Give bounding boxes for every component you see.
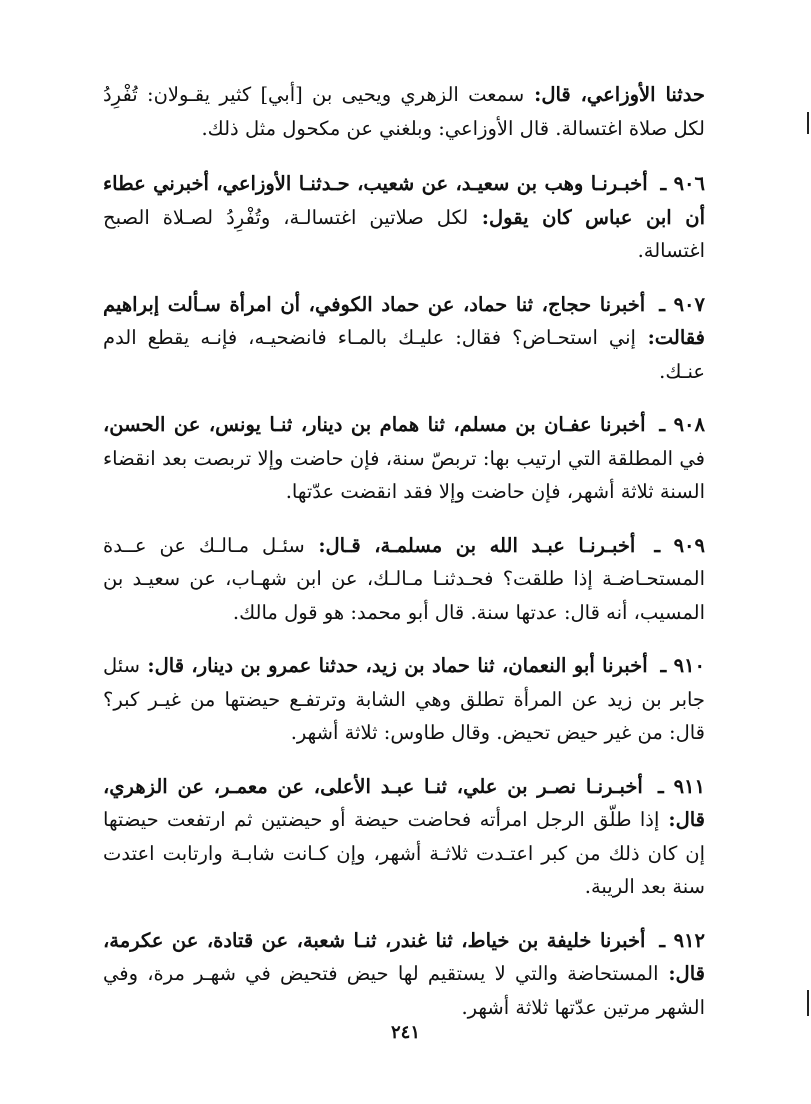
isnad-text: حدثنا الأوزاعي، قال:: [524, 83, 705, 106]
paragraph-906: [103, 167, 705, 268]
scan-edge-mark: [807, 112, 809, 134]
isnad-text: أخبرنا خليفة بن خياط، ثنا غندر، ثنـا شعبة، عن قتادة، عن عكرمة، قال:: [103, 928, 705, 985]
paragraph-907: [103, 288, 705, 389]
page-number: ٢٤١: [390, 1022, 420, 1043]
hadith-number: ٩٠٩ ـ: [654, 533, 705, 557]
isnad-text: أخبـرنـا عبـد الله بن مسلمـة، قـال:: [304, 533, 636, 557]
matn-text: في المطلقة التي ارتيب بها: تربصّ سنة، فإن حاضت وإلا تربصت بعد انقضاء السنة ثلاثة أشهر، فإن حاضت وإلا فقد انقضت عدّتها.: [103, 446, 705, 503]
isnad-text: أخبـرنـا نصـر بن علي، ثنـا عبـد الأعلى، عن معمـر، عن الزهري، قال:: [103, 774, 705, 831]
isnad-text: أخبرنا عفـان بن مسلم، ثنا همام بن دينار، ثنـا يونس، عن الحسن،: [103, 413, 646, 436]
hadith-number: ٩١٢ ـ: [659, 928, 705, 952]
isnad-text: أخبرنا أبو النعمان، ثنا حماد بن زيد، حدثنا عمرو بن دينار، قال:: [140, 654, 648, 677]
hadith-number: ٩١١ ـ: [658, 774, 705, 798]
matn-text: المستحاضة والتي لا يستقيم لها حيض فتحيض في شهـر مرة، وفي الشهر مرتين عدّتها ثلاثة أشهر.: [103, 962, 705, 1019]
matn-text: لكل صلاتين اغتسالـة، وتُفْرِدُ لصـلاة الصبح اغتسالة.: [103, 205, 705, 262]
matn-text: سئـل مـالـك عن عــدة المستحـاضـة إذا طلقت؟ فحـدثنـا مـالـك، عن ابن شهـاب، عن سعيـد بن المسيب، أنه قال: عدتها سنة. قال أبو محمد: هو قول مالك.: [103, 533, 705, 624]
isnad-text: أخبـرنـا وهب بن سعيـد، عن شعيب، حـدثنـا الأوزاعي، أخبرني عطاء أن ابن عباس كان يقول:: [103, 172, 705, 229]
hadith-number: ٩١٠ ـ: [660, 654, 705, 677]
hadith-text-block: [103, 78, 705, 1044]
isnad-text: أخبرنا حجاج، ثنا حماد، عن حماد الكوفي، أن امرأة سـألت إبراهيم فقالت:: [103, 292, 705, 349]
hadith-number: ٩٠٧ ـ: [659, 292, 705, 316]
matn-text: إذا طلّق الرجل امرأته فحاضت حيضة أو حيضتين ثم ارتفعت حيضتها إن كان ذلك من كبر اعتـدت ثلاثـة أشهر، وإن كـانت شابـة وارتابت اعتدت سنة بعد الريبة.: [103, 808, 705, 898]
hadith-number: ٩٠٦ ـ: [660, 172, 705, 195]
paragraph-912: [103, 924, 705, 1025]
paragraph-911: [103, 770, 705, 904]
paragraph-continuation: [103, 78, 705, 145]
paragraph-909: [103, 529, 705, 630]
matn-text: سئل جابر بن زيد عن المرأة تطلق وهي الشابة وترتفـع حيضتها من غيـر كبر؟ قال: من غير حيض تحيض. وقال طاوس: ثلاثة أشهر.: [103, 654, 705, 744]
matn-text: سمعت الزهري ويحيى بن [أبي] كثير يقـولان: تُفْرِدُ لكل صلاة اغتسالة. قال الأوزاعي: وبلغني عن مكحول مثل ذلك.: [103, 83, 705, 140]
hadith-number: ٩٠٨ ـ: [659, 413, 705, 436]
matn-text: إني استحـاض؟ فقال: عليـك بالمـاء فانضحيـه، فإنـه يقطع الدم عنـك.: [103, 326, 705, 383]
paragraph-908: [103, 408, 705, 509]
scan-edge-mark: [807, 990, 809, 1016]
paragraph-910: [103, 649, 705, 750]
